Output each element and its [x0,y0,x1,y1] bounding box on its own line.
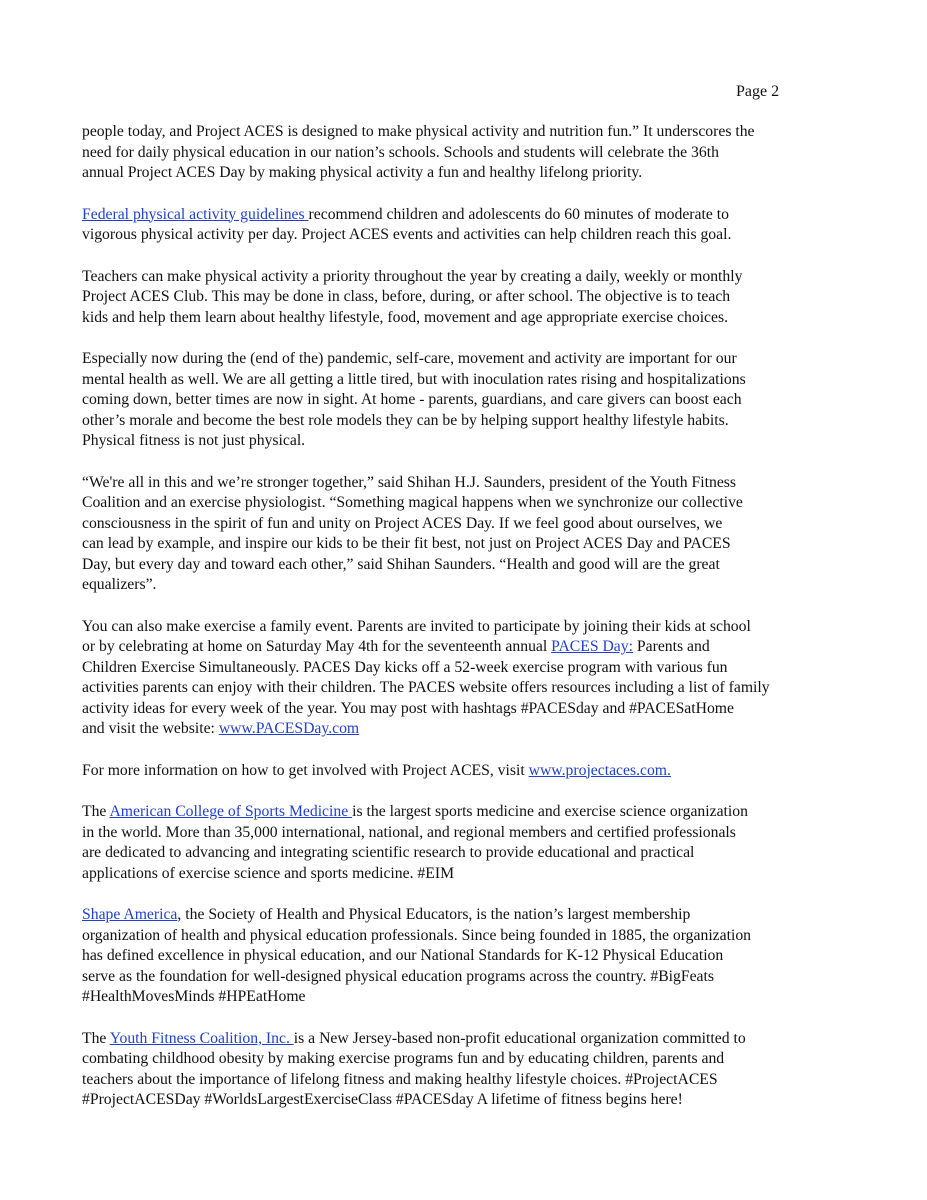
paragraph-text: “We're all in this and we’re stronger together,” said Shihan H.J. Saunders, president of the Youth Fitness Coalition and an exercise physiologist. “Something magical happens when we synchronize our collective consciousness in the spirit of fun and unity on Project ACES Day. If we feel good about ourselves, we can lead by example, and inspire our kids to be their fit best, not just on Project ACES Day and PACES Day, but every day and toward each other,” said Shihan Saunders. “Health and good will are the great equalizers”. [82,473,743,593]
acsm-link[interactable]: American College of Sports Medicine [109,803,353,820]
paragraph-youth-fitness-coalition [82,1029,852,1111]
paragraph-text: , the Society of Health and Physical Educators, is the nation’s largest membership organization of health and physical education professionals. Since being founded in 1885, the organization has defined excellence in physical education, and our National Standards for K-12 Physical Education serve as the foundation for well-designed physical education programs across the country. #BigFeats #HealthMovesMinds #HPEatHome [82,906,752,1005]
paragraph-text: You can also make exercise a family event. Parents are invited to participate by joining their kids at school or by celebrating at home on Saturday May 4th for the seventeenth annual [82,617,751,655]
youth-fitness-coalition-link[interactable]: Youth Fitness Coalition, Inc. [109,1029,294,1047]
paragraph-text: is a New Jersey-based non-profit educational organization committed to combating childhood obesity by making exercise programs fun and by educating children, parents and teachers about the importance of lifelong fitness and making healthy lifestyle choices. #ProjectACES #ProjectACESDay #WorldsLargestExerciseClass #PACESday A lifetime of fitness begins here! [82,1029,746,1108]
paragraph-text: is the largest sports medicine and exercise science organization in the world. More than 35,000 international, national, and regional members and certified professionals are dedicated to advancing and integrating scientific research to provide educational and practical applications of exercise science and sports medicine. #EIM [82,803,748,882]
paragraph-shape-america [82,905,852,1008]
paragraph-federal-guidelines [82,205,852,246]
paragraph-text: For more information on how to get involved with Project ACES, visit [82,761,529,779]
shape-america-link[interactable]: Shape America [82,906,178,923]
paragraph-family-event [82,617,852,740]
document-body [82,122,852,1132]
paces-website-link[interactable]: www.PACESDay.com [218,720,360,737]
paragraph-text: people today, and Project ACES is designed to make physical activity and nutrition fun.” It underscores the need for daily physical education in our nation’s schools. Schools and students will celebrate the 36th annual Project ACES Day by making physical activity a fun and healthy lifelong priority. [82,123,755,181]
paragraph-text: Teachers can make physical activity a priority throughout the year by creating a daily, weekly or monthly Project ACES Club. This may be done in class, before, during, or after school. The objective is to teach kids and help them learn about healthy lifestyle, food, movement and age appropriate exercise choices. [82,267,743,326]
paragraph-teachers [82,267,852,329]
federal-guidelines-link[interactable]: Federal physical activity guidelines [82,205,309,223]
paragraph-text: Especially now during the (end of the) pandemic, self-care, movement and activity are important for our mental health as well. We are all getting a little tired, but with inoculation rates rising and hospitalizations coming down, better times are now in sight. At home - parents, guardians, and care givers can boost each other’s morale and become the best role models they can be by helping support healthy lifestyle habits. Physical fitness is not just physical. [82,350,746,449]
paragraph-text: The [82,803,110,820]
paragraph-pandemic [82,349,852,452]
project-aces-website-link[interactable]: www.projectaces.com. [528,761,671,779]
paragraph-project-aces-intro [82,122,852,184]
paragraph-acsm [82,802,852,884]
paragraph-text: Parents and Children Exercise Simultaneously. PACES Day kicks off a 52-week exercise program with various fun activities parents can enjoy with their children. The PACES website offers resources including a list of family activity ideas for every week of the year. You may post with hashtags #PACESday and #PACESatHome and visit the website: [82,638,770,737]
paragraph-more-info [82,761,852,782]
paragraph-text: recommend children and adolescents do 60 minutes of moderate to vigorous physical activity per day. Project ACES events and activities can help children reach this goal. [82,205,732,243]
paragraph-text: The [82,1029,110,1047]
paces-day-link[interactable]: PACES Day: [551,638,633,655]
page-number: Page 2 [736,83,780,100]
paragraph-quote [82,473,852,596]
